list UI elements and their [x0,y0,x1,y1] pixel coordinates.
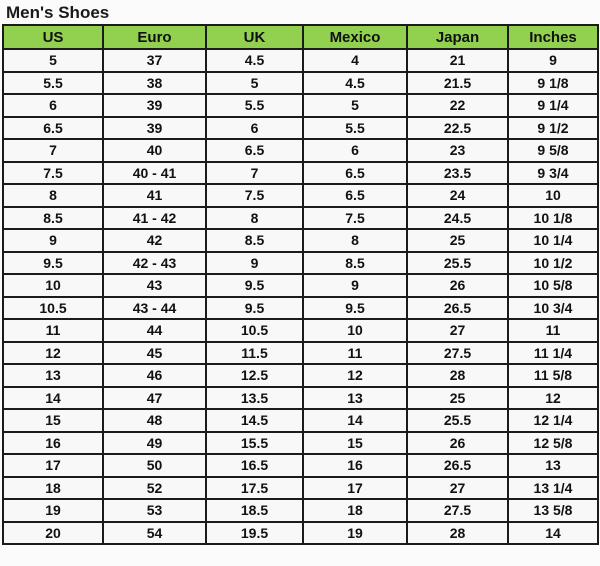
table-cell: 13 5/8 [508,499,598,522]
table-cell: 10 1/4 [508,229,598,252]
table-cell: 13 1/4 [508,477,598,500]
table-cell: 17 [303,477,407,500]
table-cell: 10 [3,274,103,297]
table-cell: 23 [407,139,508,162]
table-cell: 52 [103,477,206,500]
table-cell: 7 [3,139,103,162]
table-cell: 10 [303,319,407,342]
table-cell: 22 [407,94,508,117]
table-cell: 5.5 [3,72,103,95]
table-cell: 12 [303,364,407,387]
table-cell: 6.5 [3,117,103,140]
table-cell: 21 [407,49,508,72]
table-cell: 10 1/2 [508,252,598,275]
table-cell: 18 [3,477,103,500]
table-cell: 11 1/4 [508,342,598,365]
table-cell: 7.5 [3,162,103,185]
table-cell: 54 [103,522,206,545]
table-cell: 9 1/2 [508,117,598,140]
table-cell: 40 - 41 [103,162,206,185]
table-cell: 45 [103,342,206,365]
table-header [3,25,598,49]
column-header-japan: Japan [407,25,508,49]
table-cell: 41 - 42 [103,207,206,230]
table-cell: 10.5 [206,319,303,342]
table-row [3,117,598,140]
table-cell: 13 [303,387,407,410]
table-cell: 6 [3,94,103,117]
table-cell: 13.5 [206,387,303,410]
table-cell: 9 3/4 [508,162,598,185]
table-cell: 15 [303,432,407,455]
table-cell: 10 1/8 [508,207,598,230]
table-row [3,252,598,275]
table-cell: 27.5 [407,342,508,365]
table-row [3,139,598,162]
table-cell: 12 5/8 [508,432,598,455]
table-cell: 11 [3,319,103,342]
table-row [3,342,598,365]
table-cell: 4.5 [303,72,407,95]
table-cell: 9 [206,252,303,275]
table-cell: 9 [508,49,598,72]
table-cell: 18 [303,499,407,522]
table-cell: 8.5 [3,207,103,230]
table-cell: 22.5 [407,117,508,140]
table-cell: 14 [508,522,598,545]
table-cell: 10 [508,184,598,207]
table-cell: 6.5 [206,139,303,162]
table-cell: 5 [206,72,303,95]
table-cell: 41 [103,184,206,207]
table-row [3,387,598,410]
table-cell: 8 [3,184,103,207]
table-row [3,477,598,500]
table-cell: 38 [103,72,206,95]
table-cell: 12 [508,387,598,410]
table-cell: 6.5 [303,184,407,207]
page-title: Men's Shoes [6,3,110,22]
table-cell: 11 [508,319,598,342]
column-header-us: US [3,25,103,49]
table-cell: 5 [303,94,407,117]
table-cell: 11.5 [206,342,303,365]
table-row [3,409,598,432]
table-row [3,297,598,320]
table-cell: 13 [508,454,598,477]
table-cell: 17.5 [206,477,303,500]
table-cell: 26 [407,432,508,455]
table-cell: 14 [3,387,103,410]
table-cell: 10 3/4 [508,297,598,320]
table-cell: 48 [103,409,206,432]
table-cell: 8.5 [303,252,407,275]
table-row [3,319,598,342]
table-cell: 46 [103,364,206,387]
table-cell: 6.5 [303,162,407,185]
table-cell: 43 - 44 [103,297,206,320]
table-cell: 27 [407,477,508,500]
table-row [3,432,598,455]
table-cell: 28 [407,522,508,545]
table-cell: 4.5 [206,49,303,72]
table-cell: 10.5 [3,297,103,320]
table-cell: 37 [103,49,206,72]
table-cell: 5.5 [206,94,303,117]
table-cell: 44 [103,319,206,342]
table-cell: 12 1/4 [508,409,598,432]
table-cell: 27.5 [407,499,508,522]
table-cell: 43 [103,274,206,297]
table-body [3,49,598,544]
table-cell: 6 [303,139,407,162]
table-cell: 8 [303,229,407,252]
table-cell: 7.5 [303,207,407,230]
table-cell: 5 [3,49,103,72]
table-row [3,499,598,522]
table-cell: 14 [303,409,407,432]
column-header-inches: Inches [508,25,598,49]
table-cell: 9 [3,229,103,252]
shoe-size-conversion-table [2,24,599,545]
table-cell: 16 [3,432,103,455]
table-cell: 26.5 [407,297,508,320]
table-cell: 19.5 [206,522,303,545]
table-cell: 40 [103,139,206,162]
table-row [3,72,598,95]
table-cell: 15 [3,409,103,432]
table-cell: 9 1/4 [508,94,598,117]
table-row [3,162,598,185]
table-cell: 7.5 [206,184,303,207]
table-cell: 13 [3,364,103,387]
table-cell: 7 [206,162,303,185]
table-cell: 50 [103,454,206,477]
table-header-row [3,25,598,49]
table-row [3,274,598,297]
table-cell: 21.5 [407,72,508,95]
table-cell: 9.5 [206,297,303,320]
table-row [3,364,598,387]
column-header-euro: Euro [103,25,206,49]
table-cell: 17 [3,454,103,477]
table-cell: 15.5 [206,432,303,455]
table-cell: 25.5 [407,252,508,275]
table-row [3,94,598,117]
table-cell: 12.5 [206,364,303,387]
table-cell: 11 [303,342,407,365]
table-cell: 8 [206,207,303,230]
table-cell: 42 - 43 [103,252,206,275]
table-cell: 18.5 [206,499,303,522]
table-cell: 9.5 [3,252,103,275]
table-cell: 26 [407,274,508,297]
table-cell: 19 [303,522,407,545]
table-cell: 49 [103,432,206,455]
table-cell: 4 [303,49,407,72]
table-cell: 25 [407,387,508,410]
table-cell: 53 [103,499,206,522]
table-cell: 12 [3,342,103,365]
table-cell: 20 [3,522,103,545]
table-row [3,454,598,477]
table-cell: 14.5 [206,409,303,432]
table-cell: 9 [303,274,407,297]
table-row [3,207,598,230]
table-row [3,184,598,207]
table-cell: 5.5 [303,117,407,140]
table-cell: 6 [206,117,303,140]
table-cell: 10 5/8 [508,274,598,297]
table-cell: 26.5 [407,454,508,477]
table-cell: 23.5 [407,162,508,185]
column-header-uk: UK [206,25,303,49]
table-cell: 39 [103,94,206,117]
table-cell: 47 [103,387,206,410]
table-row [3,229,598,252]
table-cell: 24.5 [407,207,508,230]
table-cell: 16 [303,454,407,477]
table-row [3,522,598,545]
table-cell: 9.5 [303,297,407,320]
table-cell: 27 [407,319,508,342]
table-cell: 9 1/8 [508,72,598,95]
table-cell: 8.5 [206,229,303,252]
table-cell: 24 [407,184,508,207]
table-cell: 25 [407,229,508,252]
table-row [3,49,598,72]
table-cell: 25.5 [407,409,508,432]
table-cell: 19 [3,499,103,522]
column-header-mexico: Mexico [303,25,407,49]
table-cell: 9.5 [206,274,303,297]
table-cell: 42 [103,229,206,252]
table-cell: 9 5/8 [508,139,598,162]
table-cell: 28 [407,364,508,387]
table-cell: 39 [103,117,206,140]
table-cell: 16.5 [206,454,303,477]
table-cell: 11 5/8 [508,364,598,387]
